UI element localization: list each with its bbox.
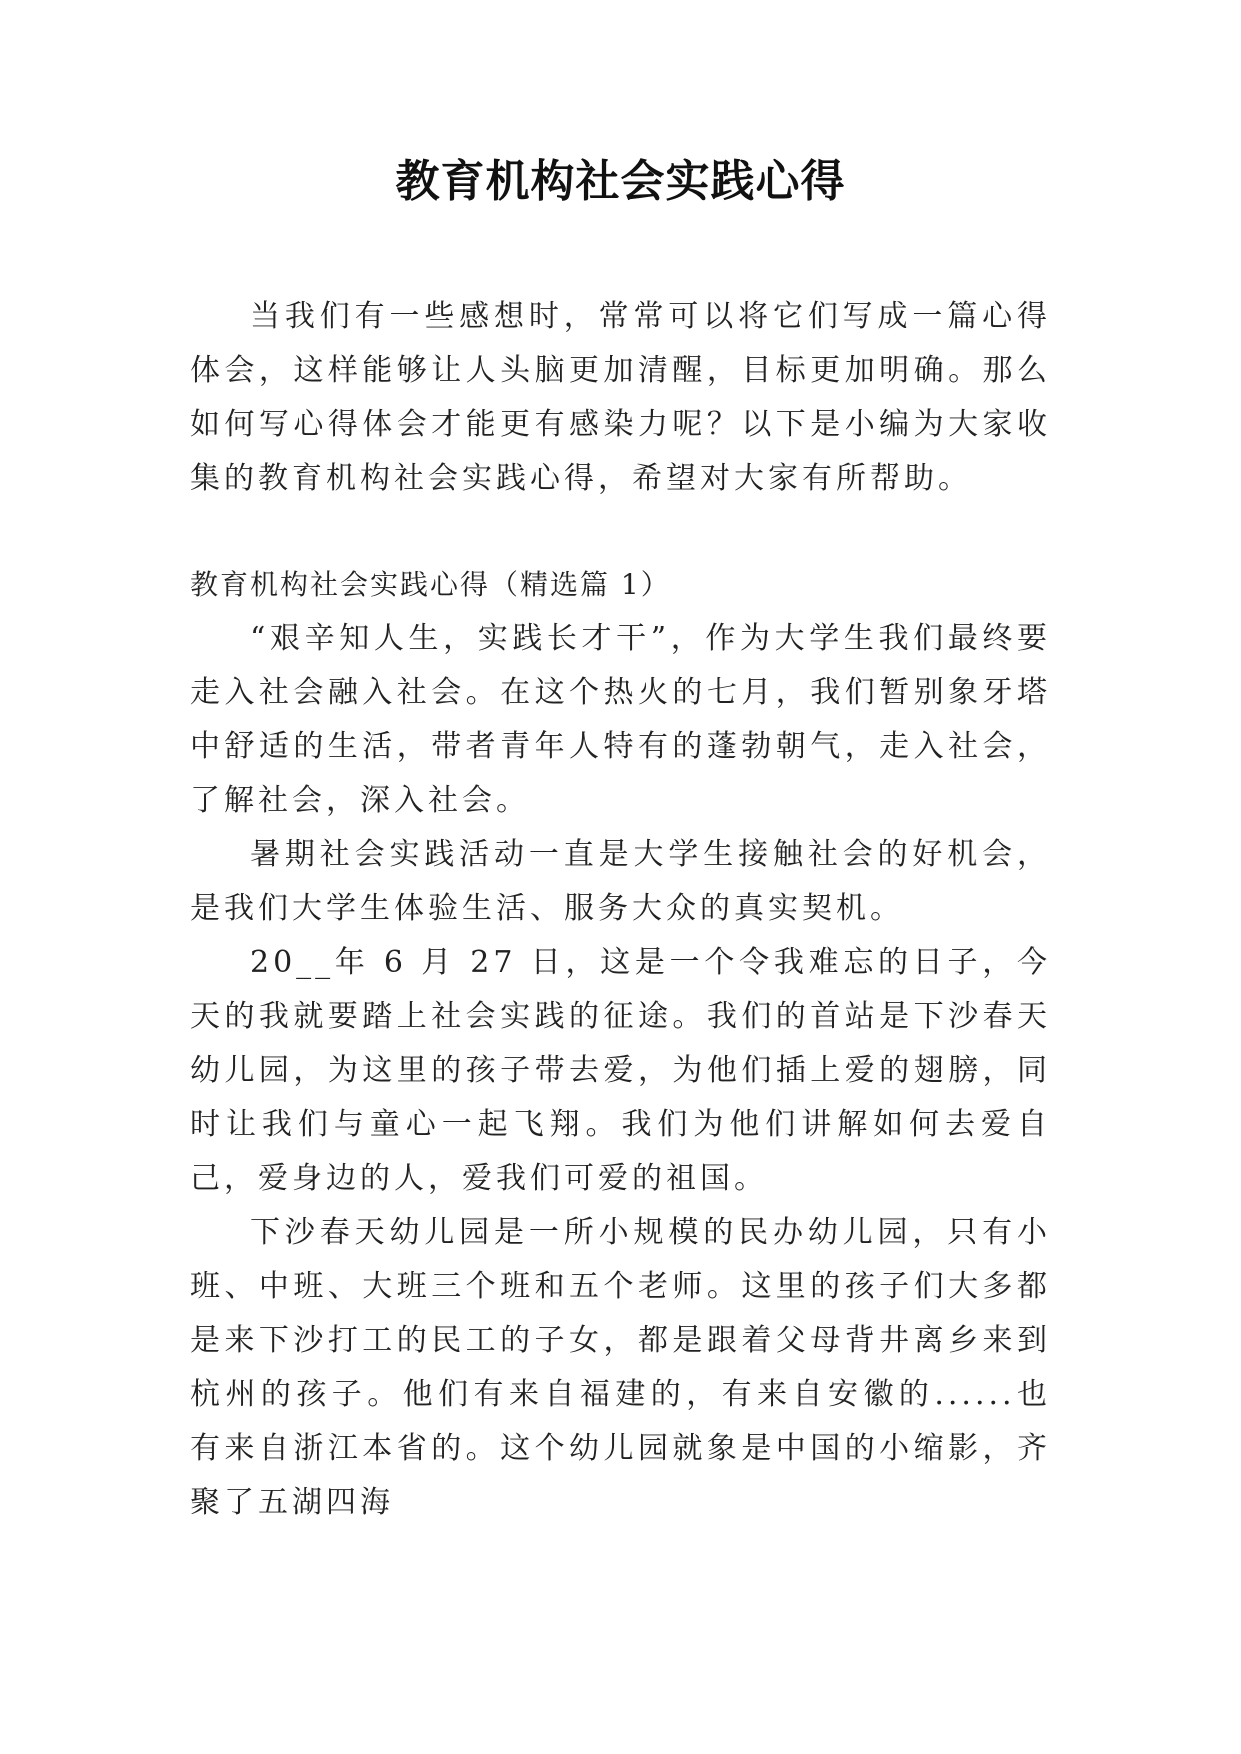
body-paragraph-2: 暑期社会实践活动一直是大学生接触社会的好机会，是我们大学生体验生活、服务大众的真实契机。 (190, 837, 1051, 926)
section-heading: 教育机构社会实践心得（精选篇 1） (190, 568, 671, 601)
body-paragraph-3: 20__年 6 月 27 日，这是一个令我难忘的日子，今天的我就要踏上社会实践的征途。我们的首站是下沙春天幼儿园，为这里的孩子带去爱，为他们插上爱的翅膀，同时让我们与童心一起飞翔。我们为他们讲解如何去爱自己，爱身边的人，爱我们可爱的祖国。 (190, 945, 1051, 1196)
document-body (190, 290, 1051, 1530)
body-paragraph-4: 下沙春天幼儿园是一所小规模的民办幼儿园，只有小班、中班、大班三个班和五个老师。这里的孩子们大多都是来下沙打工的民工的子女，都是跟着父母背井离乡来到杭州的孩子。他们有来自福建的，有来自安徽的......也有来自浙江本省的。这个幼儿园就象是中国的小缩影，齐聚了五湖四海 (190, 1215, 1051, 1520)
intro-paragraph: 当我们有一些感想时，常常可以将它们写成一篇心得体会，这样能够让人头脑更加清醒，目标更加明确。那么如何写心得体会才能更有感染力呢？以下是小编为大家收集的教育机构社会实践心得，希望对大家有所帮助。 (190, 299, 1051, 496)
document-title: 教育机构社会实践心得 (395, 156, 846, 207)
body-paragraph-1: “艰辛知人生，实践长才干”，作为大学生我们最终要走入社会融入社会。在这个热火的七月，我们暂别象牙塔中舒适的生活，带者青年人特有的蓬勃朝气，走入社会，了解社会，深入社会。 (190, 621, 1051, 818)
